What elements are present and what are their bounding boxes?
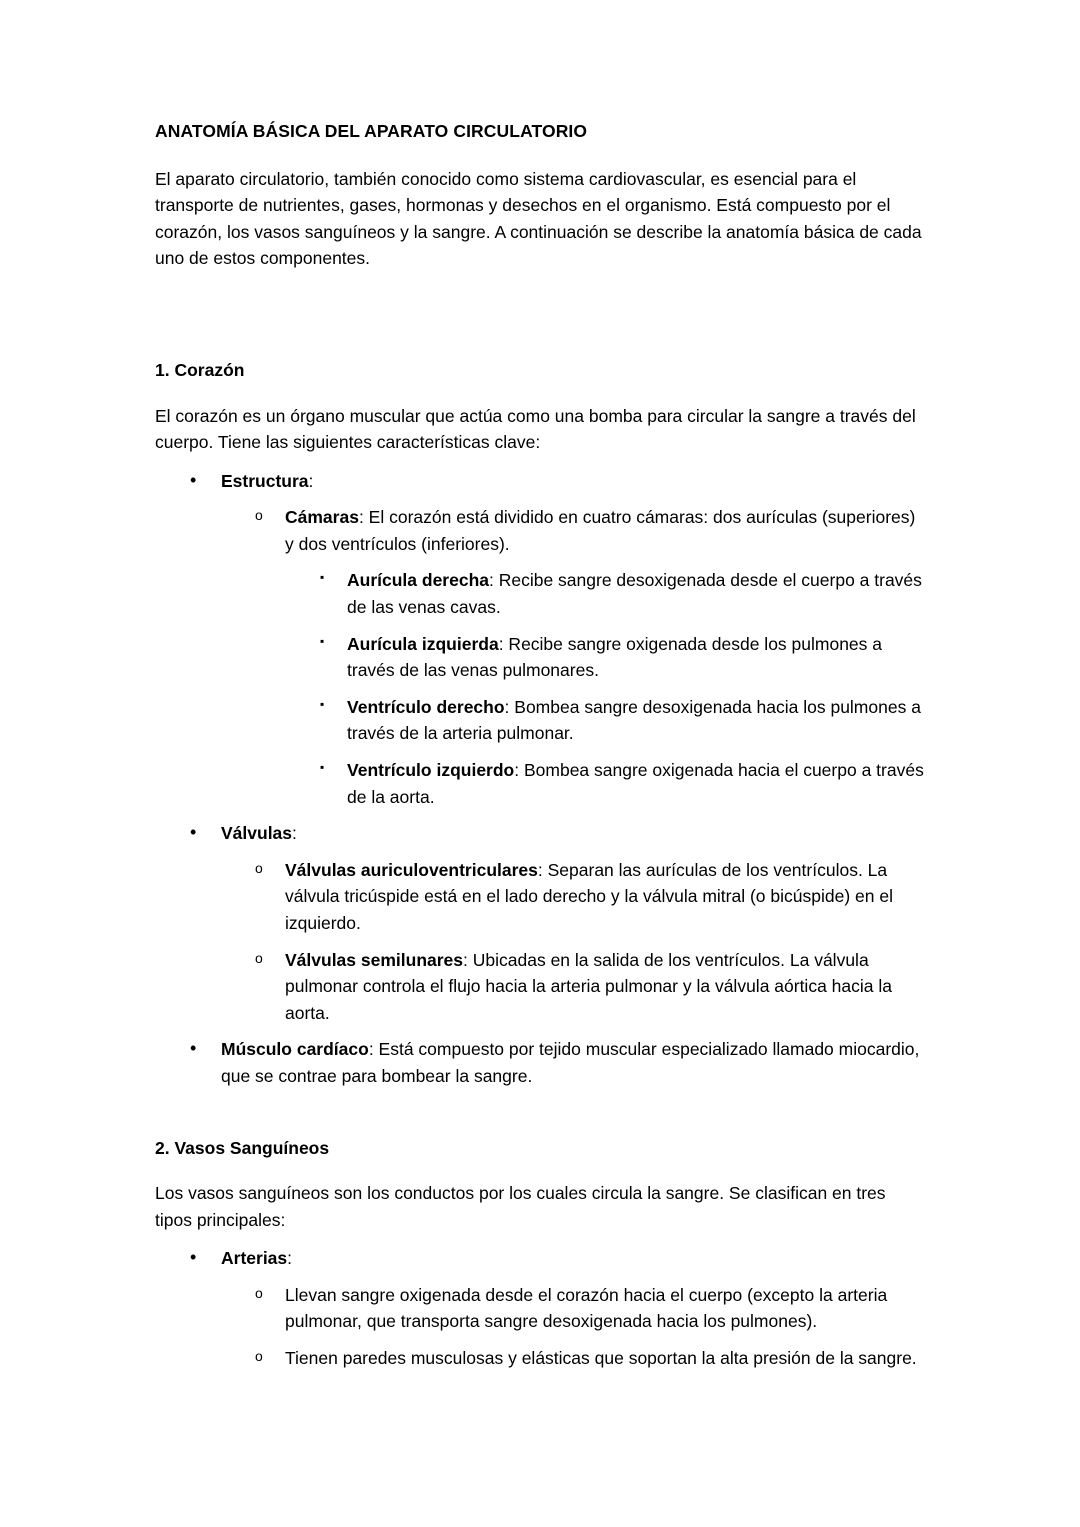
bullet-list-level-1 <box>155 468 925 1090</box>
list-item <box>155 820 925 1026</box>
list-bullet-icon: o <box>255 859 263 876</box>
list-item-description: Tienen paredes musculosas y elásticas que soportan la alta presión de la sangre. <box>285 1348 917 1369</box>
list-item <box>285 567 925 620</box>
list-item-term: Músculo cardíaco <box>221 1039 369 1060</box>
list-item-description: : <box>292 823 297 844</box>
list-item-text <box>347 570 922 617</box>
bullet-list-level-2 <box>221 857 925 1027</box>
list-item-term: Válvulas semilunares <box>285 949 464 970</box>
list-item-term: Cámaras <box>285 507 359 528</box>
list-item <box>221 1282 925 1335</box>
list-item-term: Válvulas <box>221 823 293 844</box>
list-item <box>285 694 925 747</box>
list-item <box>221 504 925 810</box>
list-item-description: : Está compuesto por tejido muscular especializado llamado miocardio, que se contrae para bombear la sangre. <box>221 1039 920 1086</box>
list-item-description: Llevan sangre oxigenada desde el corazón hacia el cuerpo (excepto la arteria pulmonar, que transporta sangre desoxigenada hacia los pulmones). <box>285 1284 888 1332</box>
list-bullet-icon: ▪ <box>320 696 325 711</box>
list-item <box>221 857 925 937</box>
list-bullet-icon: ▪ <box>320 760 325 775</box>
list-item <box>155 1245 925 1371</box>
list-bullet-icon: o <box>255 1348 263 1365</box>
bullet-list-level-2 <box>221 1282 925 1372</box>
section-bullets <box>155 468 925 1090</box>
list-item-text <box>347 634 882 681</box>
list-item-description: : <box>308 470 314 491</box>
spacer <box>155 284 925 312</box>
list-bullet-icon: ▪ <box>320 570 325 585</box>
list-item-text <box>221 823 297 843</box>
section-paragraph: Los vasos sanguíneos son los conductos por los cuales circula la sangre. Se clasifican en tres tipos principales: <box>155 1183 886 1230</box>
list-item <box>285 757 925 810</box>
list-item-text <box>347 760 924 807</box>
list-item-description: : Recibe sangre oxigenada desde los pulmones a través de las venas pulmonares. <box>347 633 883 681</box>
list-bullet-icon: o <box>255 949 263 966</box>
list-bullet-icon: o <box>255 1284 263 1301</box>
list-item-description: : Recibe sangre desoxigenada desde el cuerpo a través de las venas cavas. <box>347 570 922 618</box>
list-bullet-icon: ▪ <box>320 633 325 648</box>
list-item-description: : El corazón está dividido en cuatro cámaras: dos aurículas (superiores) y dos ventrículos (inferiores). <box>285 507 916 554</box>
list-item-text <box>285 1285 887 1332</box>
list-item-description: : Ubicadas en la salida de los ventrículos. La válvula pulmonar controla el flujo hacia la arteria pulmonar y la válvula aórtica hacia la aorta. <box>285 949 892 1023</box>
list-item-term: Aurícula derecha <box>347 570 489 591</box>
list-item <box>285 631 925 684</box>
list-item-text <box>285 1348 917 1368</box>
intro-paragraph: El aparato circulatorio, también conocido como sistema cardiovascular, es esencial para el transporte de nutrientes, gases, hormonas y desechos en el organismo. Está compuesto por el corazón, los vasos sanguíneos y la sangre. A continuación se describe la anatomía básica de cada uno de estos componentes. <box>155 168 922 269</box>
list-item <box>221 1345 925 1372</box>
bullet-list-level-3 <box>285 567 925 810</box>
section-paragraph: El corazón es un órgano muscular que actúa como una bomba para circular la sangre a través del cuerpo. Tiene las siguientes características clave: <box>155 405 916 453</box>
sections-container <box>155 358 925 1372</box>
list-item-text <box>221 1248 292 1268</box>
list-item-term: Válvulas auriculoventriculares <box>285 859 538 880</box>
list-item-term: Ventrículo izquierdo <box>347 760 515 781</box>
section-heading: 2. Vasos Sanguíneos <box>155 1137 330 1158</box>
list-item <box>155 1036 925 1089</box>
page-title: ANATOMÍA BÁSICA DEL APARATO CIRCULATORIO <box>155 121 588 141</box>
list-item <box>155 468 925 811</box>
list-bullet-icon: • <box>190 469 197 490</box>
section-heading: 1. Corazón <box>155 360 245 380</box>
list-item-text <box>285 507 915 554</box>
list-item <box>221 947 925 1027</box>
list-item-text <box>221 471 313 491</box>
list-item-text <box>285 860 893 933</box>
bullet-list-level-1 <box>155 1245 925 1371</box>
list-item-term: Aurícula izquierda <box>347 633 499 654</box>
list-bullet-icon: o <box>255 507 263 524</box>
list-bullet-icon: • <box>190 822 197 843</box>
bullet-list-level-2 <box>221 504 925 810</box>
list-item-term: Estructura <box>221 470 309 491</box>
list-bullet-icon: • <box>190 1038 197 1059</box>
list-item-text <box>285 950 892 1023</box>
list-item-text <box>347 697 921 744</box>
section-bullets <box>155 1245 925 1371</box>
list-bullet-icon: • <box>190 1247 197 1268</box>
list-item-text <box>221 1039 919 1086</box>
list-item-description: : Separan las aurículas de los ventrículos. La válvula tricúspide está en el lado derecho y la válvula mitral (o bicúspide) en el izquierdo. <box>285 859 893 933</box>
list-item-description: : Bombea sangre desoxigenada hacia los pulmones a través de la arteria pulmonar. <box>347 696 921 744</box>
list-item-description: : <box>287 1248 293 1269</box>
list-item-term: Arterias <box>221 1248 288 1269</box>
list-item-description: : Bombea sangre oxigenada hacia el cuerpo a través de la aorta. <box>347 760 924 807</box>
list-item-term: Ventrículo derecho <box>347 696 505 717</box>
